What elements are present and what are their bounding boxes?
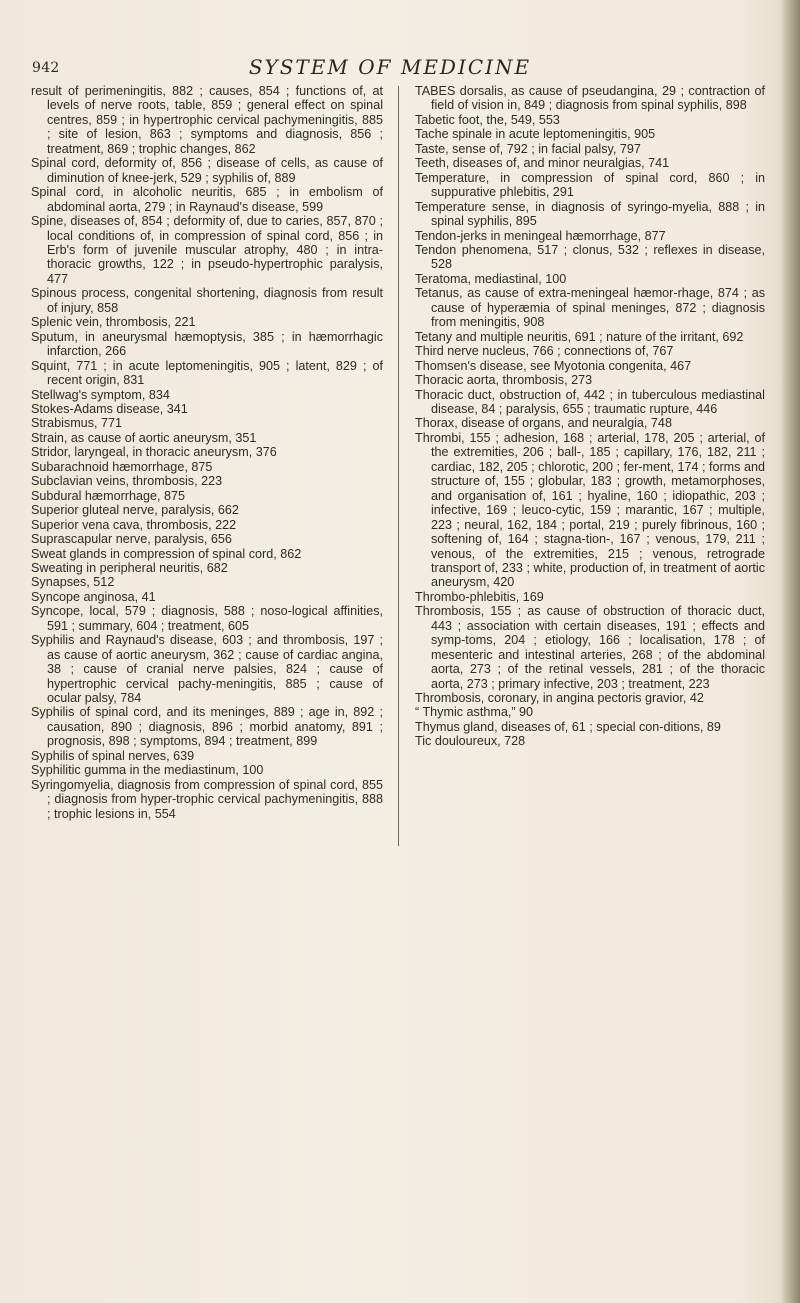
index-entry: Thymus gland, diseases of, 61 ; special con-ditions, 89 (415, 719, 721, 734)
index-entry: Subclavian veins, thrombosis, 223 (31, 474, 223, 489)
index-entry: Teeth, diseases of, and minor neuralgias, 741 (415, 156, 670, 171)
index-entry: Third nerve nucleus, 766 ; connections of, 767 (415, 344, 674, 359)
index-entry: Teratoma, mediastinal, 100 (415, 271, 567, 286)
index-entry: result of perimeningitis, 882 ; causes, 854 ; functions of, at levels of nerve roots, table, 859 ; general effect on spinal centres, 859 ; in hypertrophic cervical pachymeningitis, 885 ; site of lesion, 863 ; symptoms and diagnosis, 856 ; treatment, 869 ; trophic changes, 862 (31, 84, 383, 156)
index-entry: Syringomyelia, diagnosis from compression of spinal cord, 855 ; diagnosis from hyper-trophic cervical pachymeningitis, 888 ; trophic lesions in, 554 (31, 777, 383, 821)
index-entry: Sweating in peripheral neuritis, 682 (31, 560, 228, 575)
index-column-left (31, 84, 383, 821)
index-entry: Thoracic duct, obstruction of, 442 ; in tuberculous mediastinal disease, 84 ; paralysis, 655 ; traumatic rupture, 446 (415, 387, 765, 416)
index-entry: Synapses, 512 (31, 575, 115, 590)
index-entry: Sputum, in aneurysmal hæmoptysis, 385 ; in hæmorrhagic infarction, 266 (31, 329, 383, 359)
running-title: SYSTEM OF MEDICINE (248, 55, 532, 79)
index-entry: Temperature, in compression of spinal cord, 860 ; in suppurative phlebitis, 291 (415, 170, 765, 200)
index-entry: Subdural hæmorrhage, 875 (31, 488, 186, 503)
index-entry: Tetanus, as cause of extra-meningeal hæmor-rhage, 874 ; as cause of hyperæmia of spinal meninges, 872 ; diagnosis from meningitis, 908 (415, 286, 765, 330)
index-entry: Syphilis of spinal cord, and its meninges, 889 ; age in, 892 ; causation, 890 ; diagnosis, 896 ; morbid anatomy, 891 ; prognosis, 898 ; symptoms, 894 ; treatment, 899 (31, 705, 383, 749)
page-edge-shadow (782, 0, 800, 1303)
index-entry: Strabismus, 771 (31, 416, 122, 431)
index-entry: Tache spinale in acute leptomeningitis, 905 (415, 127, 656, 142)
index-entry: Syphilitic gumma in the mediastinum, 100 (31, 763, 264, 778)
index-entry: Syphilis of spinal nerves, 639 (31, 748, 195, 763)
index-entry: Thrombo-phlebitis, 169 (415, 589, 544, 604)
index-entry: Sweat glands in compression of spinal cord, 862 (31, 546, 302, 561)
index-entry: Thomsen's disease, see Myotonia congenita, 467 (415, 358, 692, 373)
index-entry: Thrombi, 155 ; adhesion, 168 ; arterial, 178, 205 ; arterial, of the extremities, 206 ; ball-, 185 ; capillary, 176, 182, 211 ; cardiac, 182, 205 ; chlorotic, 200 ; fer-ment, 174 ; forms and structure of, 155 ; globular, 183 ; growth, metamorphoses, and organisation of, 161 ; hyaline, 160 ; idiopathic, 203 ; infective, 169 ; leuco-cytic, 159 ; marantic, 167 ; multiple, 223 ; neural, 162, 184 ; portal, 219 ; purely fibrinous, 160 ; softening of, 164 ; stagna-tion-, 167 ; venous, 179, 211 ; venous, of the extremities, 215 ; venous, retrograde transport of, 233 ; white, production of, in treatment of aortic aneurysm, 420 (415, 430, 765, 590)
index-entry: Taste, sense of, 792 ; in facial palsy, 797 (415, 141, 641, 156)
index-entry: Syphilis and Raynaud's disease, 603 ; and thrombosis, 197 ; as cause of aortic aneurysm, 362 ; cause of cardiac angina, 38 ; cause of cranial nerve palsies, 824 ; cause of hypertrophic cervical pachy-meningitis, 885 ; cause of ocular palsy, 784 (31, 633, 383, 706)
index-entry: “ Thymic asthma,” 90 (415, 705, 534, 720)
index-entry: Stridor, laryngeal, in thoracic aneurysm, 376 (31, 445, 277, 460)
index-entry: Tic douloureux, 728 (415, 734, 526, 749)
page-number: 942 (32, 60, 60, 76)
index-entry: TABES dorsalis, as cause of pseudangina, 29 ; contraction of field of vision in, 849 ; diagnosis from spinal syphilis, 898 (415, 84, 765, 113)
index-column-right (415, 84, 765, 749)
index-entry: Tabetic foot, the, 549, 553 (415, 112, 560, 127)
index-entry: Superior vena cava, thrombosis, 222 (31, 517, 237, 532)
index-entry: Stellwag's symptom, 834 (31, 387, 170, 402)
index-entry: Stokes-Adams disease, 341 (31, 401, 188, 416)
index-entry: Thoracic aorta, thrombosis, 273 (415, 373, 593, 388)
index-entry: Syncope anginosa, 41 (31, 589, 156, 604)
index-entry: Thorax, disease of organs, and neuralgia, 748 (415, 416, 672, 431)
index-entry: Spinal cord, deformity of, 856 ; disease of cells, as cause of diminution of knee-jerk, 529 ; syphilis of, 889 (31, 156, 383, 185)
index-entry: Spinal cord, in alcoholic neuritis, 685 ; in embolism of abdominal aorta, 279 ; in Raynaud's disease, 599 (31, 185, 383, 214)
column-divider (398, 86, 399, 846)
index-entry: Thrombosis, coronary, in angina pectoris gravior, 42 (415, 691, 704, 706)
index-entry: Tendon phenomena, 517 ; clonus, 532 ; reflexes in disease, 528 (415, 242, 765, 272)
index-entry: Superior gluteal nerve, paralysis, 662 (31, 503, 239, 518)
index-entry: Thrombosis, 155 ; as cause of obstruction of thoracic duct, 443 ; association with certain diseases, 191 ; effects and symp-toms, 204 ; etiology, 166 ; localisation, 178 ; of mesenteric and intestinal arteries, 268 ; of the abdominal aorta, 273 ; of the retinal vessels, 281 ; of the thoracic aorta, 273 ; primary infective, 203 ; treatment, 223 (415, 604, 765, 691)
index-entry: Squint, 771 ; in acute leptomeningitis, 905 ; latent, 829 ; of recent origin, 831 (31, 358, 383, 388)
index-entry: Spine, diseases of, 854 ; deformity of, due to caries, 857, 870 ; local conditions of, in compression of spinal cord, 856 ; in Erb's form of juvenile muscular atrophy, 480 ; in intra-thoracic growths, 122 ; in pseudo-hypertrophic paralysis, 477 (31, 214, 383, 286)
index-entry: Tendon-jerks in meningeal hæmorrhage, 877 (415, 228, 666, 243)
index-entry: Subarachnoid hæmorrhage, 875 (31, 459, 213, 474)
index-entry: Tetany and multiple neuritis, 691 ; nature of the irritant, 692 (415, 329, 744, 344)
index-entry: Suprascapular nerve, paralysis, 656 (31, 532, 232, 547)
index-entry: Temperature sense, in diagnosis of syringo-myelia, 888 ; in spinal syphilis, 895 (415, 199, 765, 229)
index-entry: Syncope, local, 579 ; diagnosis, 588 ; noso-logical affinities, 591 ; summary, 604 ; treatment, 605 (31, 604, 383, 633)
index-entry: Splenic vein, thrombosis, 221 (31, 315, 196, 330)
index-entry: Strain, as cause of aortic aneurysm, 351 (31, 430, 257, 445)
index-entry: Spinous process, congenital shortening, diagnosis from result of injury, 858 (31, 286, 383, 315)
